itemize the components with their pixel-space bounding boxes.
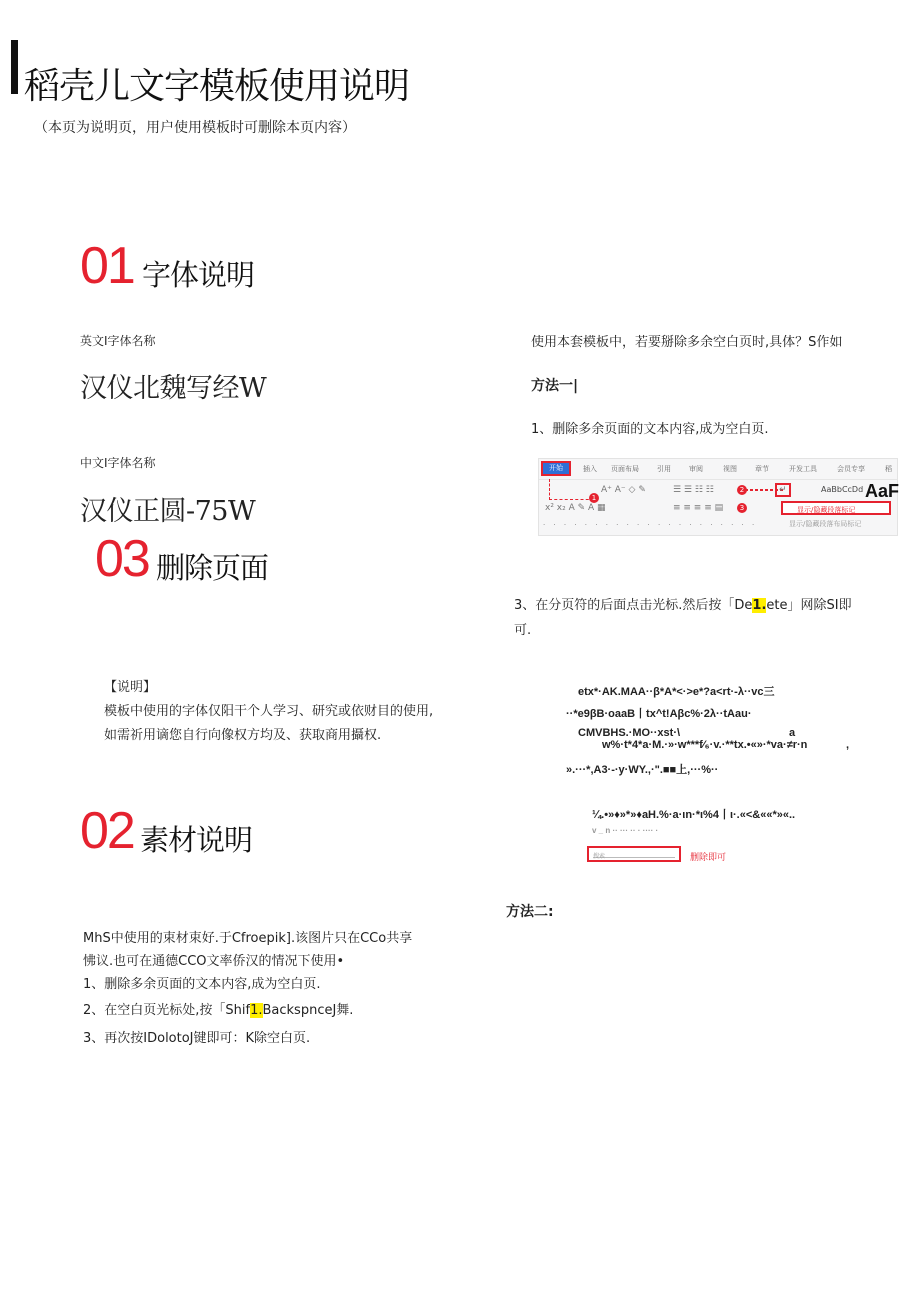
- material-step-3: 3、再次按IDolotoJ键即可：K除空白页.: [83, 1031, 311, 1046]
- ribbon-tab[interactable]: 会员专享: [837, 465, 865, 473]
- en-font-name: 汉仪北魏写经W: [80, 373, 267, 404]
- ribbon-tab[interactable]: 视图: [723, 465, 737, 473]
- step-marker-2: 2: [737, 485, 747, 495]
- garbled-line-6: ¼.•»♦»*»♦aH.%·a·ιn·*ι%4丨ι·.«<&««*»«..: [592, 809, 796, 821]
- ribbon-tab[interactable]: 章节: [755, 465, 769, 473]
- font-size-up-icon[interactable]: A⁺ A⁻ ◇ ✎: [601, 485, 646, 495]
- ribbon-tab[interactable]: 审阅: [689, 465, 703, 473]
- method-1-heading: 方法一|: [531, 378, 579, 394]
- ribbon-tab[interactable]: 页面布局: [611, 465, 639, 473]
- section-01-title: 字体说明: [142, 258, 255, 292]
- note-line-2: 如需祈用谪您自行向像权方均及、获取商用攝权.: [104, 728, 382, 743]
- ribbon-tab[interactable]: 稻: [885, 465, 892, 473]
- superscript-icon[interactable]: x² x₂ A ✎ A ▦: [545, 503, 606, 513]
- garbled-line-7: v _ n ·· ··· ·· · ···· ·: [592, 826, 659, 835]
- garbled-line-1: etx*·AK.MAA··β*A*<·>e*?a<rt·-λ··vc三: [578, 686, 775, 698]
- ruler-icon: · · · · · · · · · · · · · · · · · · · · ·: [543, 521, 758, 529]
- section-02-title: 素材说明: [140, 823, 253, 857]
- material-step-2-highlight: 1.: [250, 1003, 263, 1018]
- method-1-step-3-highlight: 1.: [752, 598, 767, 613]
- method-2-heading: 方法二:: [506, 904, 554, 920]
- style-sample[interactable]: AaBbCcDd: [821, 485, 864, 494]
- ribbon-screenshot: [538, 458, 898, 536]
- method-1-step-3: [514, 594, 852, 613]
- step-marker-1: 1: [589, 493, 599, 503]
- cn-font-label: 中文I字体名称: [80, 456, 156, 470]
- paragraph-mark-icon[interactable]: ↵: [775, 483, 791, 497]
- show-hide-layout-menu-item[interactable]: 显示/隐藏段落布局标记: [789, 520, 862, 528]
- method-1-step-1: 1、删除多余页面的文本内容,成为空白页.: [531, 422, 769, 437]
- right-intro: 使用本套模板中，若要掰除多余空白页时,具体？S作如: [531, 335, 843, 350]
- method-1-step-3-line-2: 可.: [514, 623, 532, 638]
- garbled-line-2: ··*e9βB·oaaB丨tx^t!Aβc%·2λ··tAau·: [566, 708, 752, 720]
- list-icon[interactable]: ☰ ☰ ☷ ☷: [673, 485, 714, 495]
- page-subtitle: （本页为说明页，用户使用模板时可删除本页内容）: [34, 120, 356, 136]
- show-hide-paragraph-menu-item[interactable]: 显示/隐藏段落标记: [781, 501, 891, 515]
- material-step-1: 1、删除多余页面的文本内容,成为空白页.: [83, 977, 321, 992]
- garbled-line-3b: a: [789, 727, 796, 739]
- align-icon[interactable]: ≡ ≡ ≡ ≡ ▤: [673, 503, 724, 513]
- section-02-number: 02: [80, 802, 134, 860]
- ribbon-tab-bar: [539, 459, 897, 480]
- callout-line-1: [549, 479, 594, 500]
- garbled-line-3: CMVBHS.·MO··xst·\: [578, 727, 681, 739]
- section-03-number: 03: [95, 530, 149, 588]
- ribbon-tab[interactable]: 开发工具: [789, 465, 817, 473]
- note-heading: 【说明】: [104, 680, 157, 695]
- ribbon-tab[interactable]: 插入: [583, 465, 597, 473]
- delete-hint-label: 删除即可: [690, 853, 727, 863]
- garbled-line-5: ».···*,A3·-·y·WY.,·".■■上,···%··: [566, 764, 719, 776]
- material-step-2-pre: 2、在空白页光标处,按「Shif: [83, 1003, 251, 1018]
- cn-font-name: 汉仪正圆-75W: [80, 496, 256, 527]
- step-marker-3: 3: [737, 503, 747, 513]
- material-step-2: [83, 999, 353, 1018]
- material-line-1: MhS中使用的束材束好.于Cfroepik].该图片只在CCo共享: [83, 931, 413, 946]
- material-step-2-post: BackspnceJ舞.: [262, 1003, 354, 1018]
- garbled-line-4: w%·t*4*a·M.·»·w***f⁄₆·v.·**tx.•«»·*va·≠r·n: [602, 739, 808, 751]
- style-sample-large[interactable]: AaF: [865, 481, 900, 501]
- section-01-number: 01: [80, 237, 134, 295]
- en-font-label: 英文I字体名称: [80, 334, 156, 348]
- material-line-2: 怫议.也可在通德CCO文率侨汉的情况下使用•: [83, 954, 345, 969]
- find-input[interactable]: [593, 851, 675, 858]
- find-replace-input-box[interactable]: [587, 846, 681, 862]
- ribbon-tab[interactable]: 引用: [657, 465, 671, 473]
- find-input-text: 搜索: [593, 853, 606, 860]
- method-1-step-3-pre: 3、在分页符的后面点击光标.然后按「De: [514, 598, 753, 613]
- garbled-line-4b: ,: [846, 739, 850, 751]
- section-03-title: 删除页面: [156, 551, 269, 585]
- method-1-step-3-post: ete」网除SI即: [766, 598, 852, 613]
- page-title: 稻壳儿文字模板使用说明: [24, 66, 410, 107]
- note-line-1: 模板中使用的字体仅阳干个人学习、研究或依财目的使用,: [104, 704, 434, 719]
- ribbon-tab-start[interactable]: 开始: [541, 461, 571, 476]
- title-accent-bar: [11, 40, 18, 94]
